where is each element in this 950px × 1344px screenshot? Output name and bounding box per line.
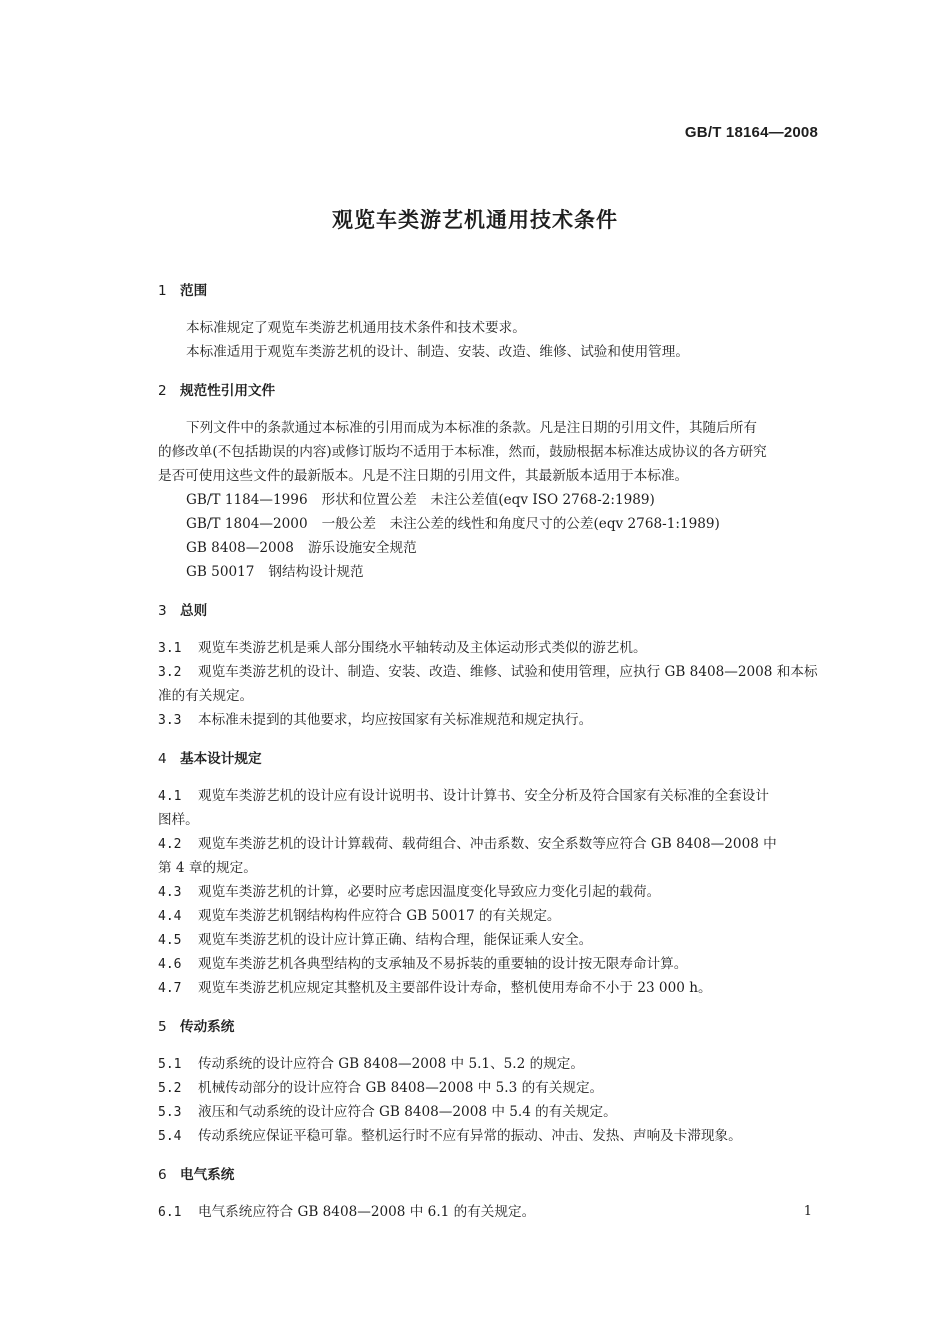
clause-number: 4.7 <box>158 981 182 996</box>
paragraph-line: 是否可使用这些文件的最新版本。凡是不注日期的引用文件，其最新版本适用于本标准。 <box>158 468 689 484</box>
clause-5-4 <box>158 1124 822 1148</box>
clause-text: 观览车类游艺机各典型结构的支承轴及不易拆装的重要轴的设计按无限寿命计算。 <box>198 956 688 972</box>
reference-code: GB 50017 <box>186 564 255 580</box>
clause-continuation: 准的有关规定。 <box>158 688 254 704</box>
section-title: 规范性引用文件 <box>180 383 276 399</box>
reference-code: GB/T 1184—1996 <box>186 492 308 508</box>
clause-continuation: 第 4 章的规定。 <box>158 860 257 876</box>
document-title: 观览车类游艺机通用技术条件 <box>332 208 618 232</box>
clause-text: 观览车类游艺机的设计计算载荷、载荷组合、冲击系数、安全系数等应符合 GB 8408—2008 中 <box>198 836 777 852</box>
clause-3-2 <box>158 660 822 684</box>
reference-title: 钢结构设计规范 <box>268 564 364 580</box>
clause-text: 传动系统的设计应符合 GB 8408—2008 中 5.1、5.2 的规定。 <box>198 1056 584 1072</box>
clause-text: 观览车类游艺机的计算，必要时应考虑因温度变化导致应力变化引起的载荷。 <box>198 884 661 900</box>
section-title: 总则 <box>180 603 208 619</box>
clause-3-1 <box>158 636 822 660</box>
clause-4-5 <box>158 928 822 952</box>
section-number: 5 <box>158 1019 167 1035</box>
clause-text: 观览车类游艺机的设计、制造、安装、改造、维修、试验和使用管理，应执行 GB 8408—2008 和本标 <box>198 664 818 680</box>
section-4-heading <box>158 750 822 768</box>
section-1-heading <box>158 282 822 300</box>
page-number: 1 <box>803 1204 812 1219</box>
section-5-heading <box>158 1018 822 1036</box>
document-code: GB/T 18164—2008 <box>684 124 818 141</box>
reference-item <box>158 488 822 512</box>
clause-number: 5.2 <box>158 1081 182 1096</box>
reference-title: 游乐设施安全规范 <box>307 540 417 556</box>
section-number: 1 <box>158 283 167 299</box>
reference-code: GB/T 1804—2000 <box>186 516 308 532</box>
clause-4-3 <box>158 880 822 904</box>
clause-number: 4.4 <box>158 909 182 924</box>
clause-4-7 <box>158 976 822 1000</box>
section-6-heading <box>158 1166 822 1184</box>
clause-text: 传动系统应保证平稳可靠。整机运行时不应有异常的振动、冲击、发热、声响及卡滞现象。 <box>198 1128 742 1144</box>
clause-number: 4.2 <box>158 837 182 852</box>
section-number: 2 <box>158 383 167 399</box>
clause-number: 3.2 <box>158 665 182 680</box>
paragraph: 本标准适用于观览车类游艺机的设计、制造、安装、改造、维修、试验和使用管理。 <box>186 344 689 360</box>
clause-text: 观览车类游艺机的设计应计算正确、结构合理，能保证乘人安全。 <box>198 932 593 948</box>
section-3-heading <box>158 602 822 620</box>
document-body <box>158 282 822 1224</box>
section-title: 传动系统 <box>180 1019 235 1035</box>
paragraph-line: 的修改单(不包括勘误的内容)或修订版均不适用于本标准，然而，鼓励根据本标准达成协议的各方研究 <box>158 444 767 460</box>
clause-5-2 <box>158 1076 822 1100</box>
section-title: 范围 <box>180 283 208 299</box>
reference-item <box>158 512 822 536</box>
clause-number: 4.5 <box>158 933 182 948</box>
section-number: 6 <box>158 1167 167 1183</box>
clause-number: 4.1 <box>158 789 182 804</box>
reference-item <box>158 560 822 584</box>
clause-5-3 <box>158 1100 822 1124</box>
section-title: 基本设计规定 <box>180 751 262 767</box>
clause-number: 4.6 <box>158 957 182 972</box>
reference-item <box>158 536 822 560</box>
clause-text: 观览车类游艺机是乘人部分围绕水平轴转动及主体运动形式类似的游艺机。 <box>198 640 647 656</box>
paragraph-line: 下列文件中的条款通过本标准的引用而成为本标准的条款。凡是注日期的引用文件，其随后所有 <box>186 420 757 436</box>
clause-text: 液压和气动系统的设计应符合 GB 8408—2008 中 5.4 的有关规定。 <box>198 1104 617 1120</box>
clause-text: 观览车类游艺机应规定其整机及主要部件设计寿命，整机使用寿命不小于 23 000 h。 <box>198 980 712 996</box>
clause-text: 机械传动部分的设计应符合 GB 8408—2008 中 5.3 的有关规定。 <box>198 1080 604 1096</box>
clause-text: 本标准未提到的其他要求，均应按国家有关标准规范和规定执行。 <box>198 712 593 728</box>
clause-number: 3.3 <box>158 713 182 728</box>
clause-continuation: 图样。 <box>158 812 199 828</box>
section-number: 3 <box>158 603 167 619</box>
clause-number: 4.3 <box>158 885 182 900</box>
clause-number: 5.1 <box>158 1057 182 1072</box>
section-number: 4 <box>158 751 167 767</box>
reference-title: 形状和位置公差 未注公差值(eqv ISO 2768-2:1989) <box>321 492 655 508</box>
clause-4-4 <box>158 904 822 928</box>
reference-code: GB 8408—2008 <box>186 540 294 556</box>
section-2-heading <box>158 382 822 400</box>
paragraph: 本标准规定了观览车类游艺机通用技术条件和技术要求。 <box>186 320 526 336</box>
reference-title: 一般公差 未注公差的线性和角度尺寸的公差(eqv 2768-1:1989) <box>321 516 720 532</box>
clause-text: 电气系统应符合 GB 8408—2008 中 6.1 的有关规定。 <box>198 1204 536 1220</box>
clause-5-1 <box>158 1052 822 1076</box>
clause-4-6 <box>158 952 822 976</box>
clause-6-1 <box>158 1200 822 1224</box>
clause-4-2 <box>158 832 822 856</box>
clause-number: 3.1 <box>158 641 182 656</box>
clause-3-3 <box>158 708 822 732</box>
section-title: 电气系统 <box>180 1167 235 1183</box>
clause-number: 6.1 <box>158 1205 182 1220</box>
clause-text: 观览车类游艺机钢结构构件应符合 GB 50017 的有关规定。 <box>198 908 561 924</box>
clause-number: 5.3 <box>158 1105 182 1120</box>
clause-4-1 <box>158 784 822 808</box>
clause-text: 观览车类游艺机的设计应有设计说明书、设计计算书、安全分析及符合国家有关标准的全套设计 <box>198 788 769 804</box>
clause-number: 5.4 <box>158 1129 182 1144</box>
